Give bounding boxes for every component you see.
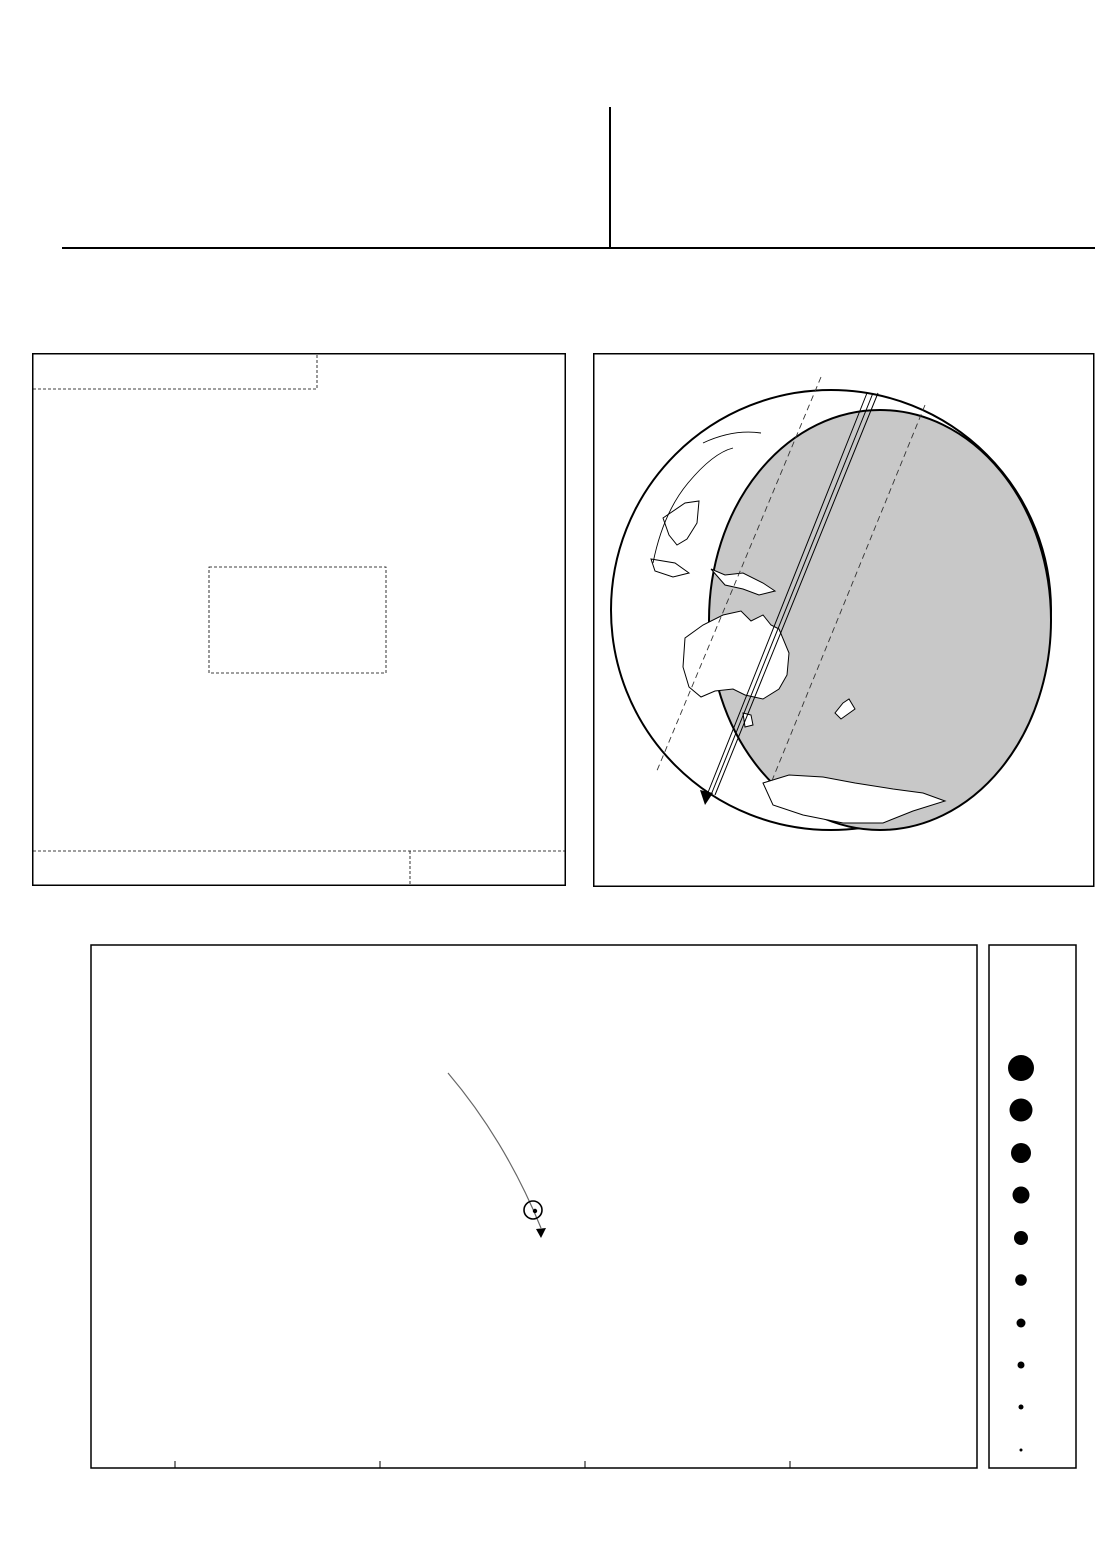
shadow-path-globe — [593, 353, 1095, 887]
legend-mark-3 — [1011, 1143, 1031, 1163]
legend-mark-6 — [1015, 1274, 1027, 1286]
event-datetime — [92, 46, 115, 91]
earth-globe — [611, 390, 1051, 830]
finder-chart — [32, 353, 566, 887]
legend-mark-8 — [1018, 1362, 1025, 1369]
legend-mark-1 — [1008, 1055, 1034, 1081]
tasmania-outline — [743, 713, 753, 727]
detail-star-chart — [0, 940, 1096, 1540]
legend-mark-4 — [1013, 1187, 1030, 1204]
chart-plot-frame — [91, 945, 977, 1468]
magnitude-legend — [989, 945, 1076, 1468]
info-divider-vertical — [609, 107, 611, 247]
legend-mark-5 — [1014, 1231, 1028, 1245]
legend-mark-9 — [1019, 1405, 1024, 1410]
finder-frame — [33, 354, 566, 886]
legend-mark-7 — [1017, 1319, 1026, 1328]
info-divider-horizontal — [62, 247, 1095, 249]
target-star — [533, 1209, 537, 1213]
legend-mark-2 — [1010, 1099, 1033, 1122]
legend-mark-10 — [1020, 1449, 1023, 1452]
